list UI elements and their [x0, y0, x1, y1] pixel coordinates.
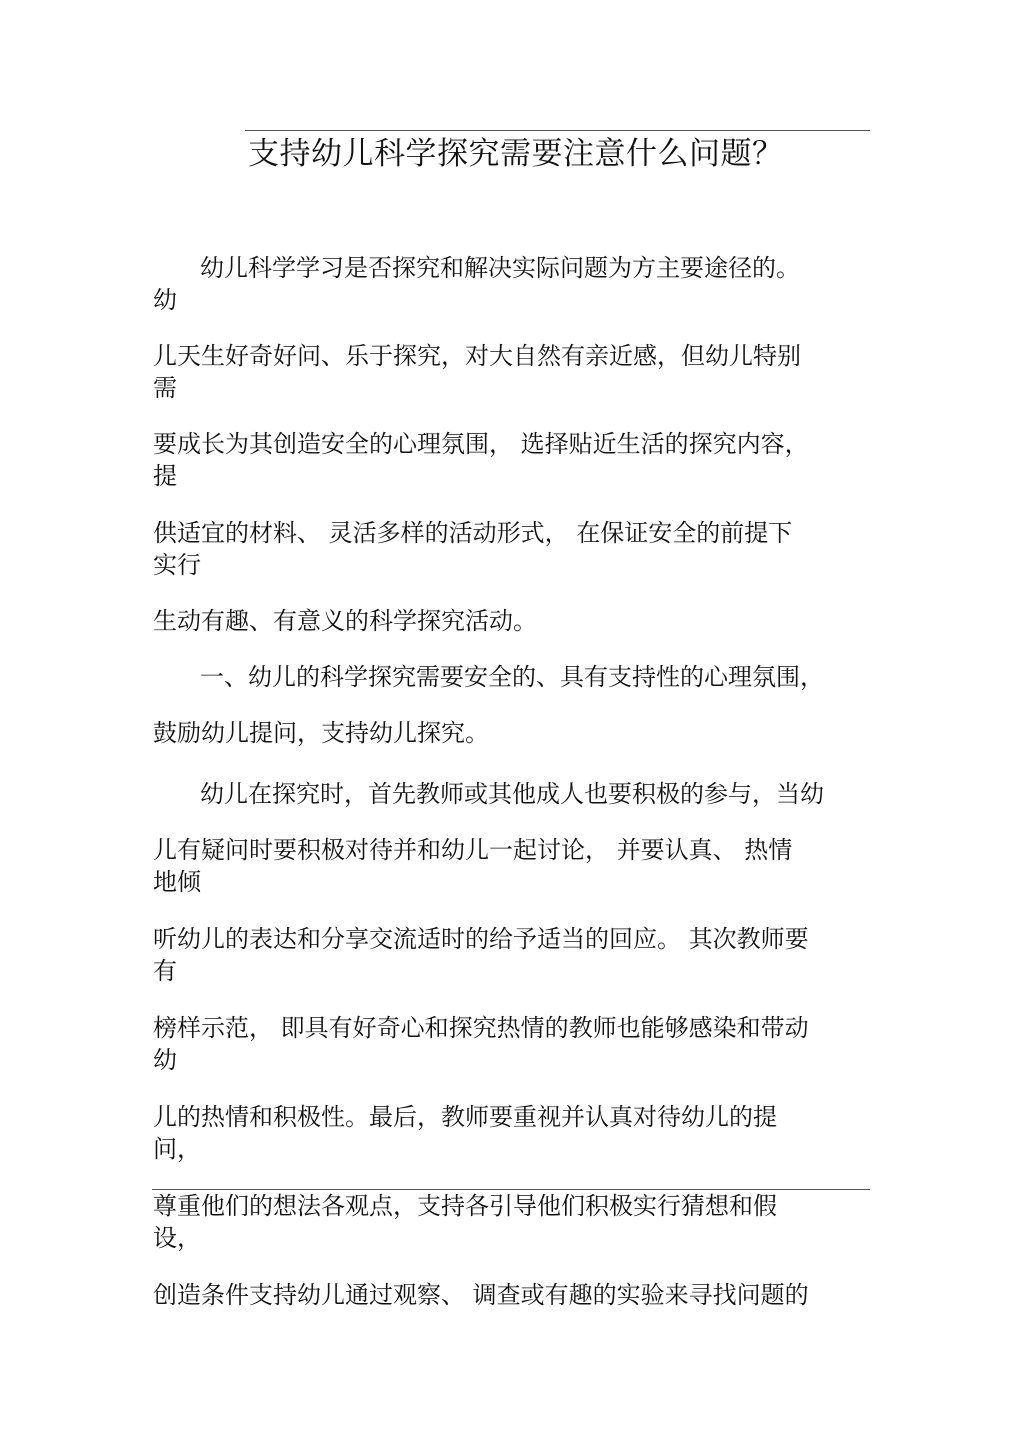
paragraph-line: 生动有趣、有意义的科学探究活动。 [153, 607, 537, 635]
paragraph-line: 幼 [153, 286, 177, 314]
paragraph-line: 儿有疑问时要积极对待并和幼儿一起讨论， 并要认真、 热情 [153, 836, 793, 864]
paragraph-line: 幼儿在探究时，首先教师或其他成人也要积极的参与，当幼 [200, 780, 824, 808]
paragraph-line: 有 [153, 957, 177, 985]
paragraph-line: 儿天生好奇好问、乐于探究，对大自然有亲近感，但幼儿特别 [153, 342, 801, 370]
paragraph-line: 设， [153, 1224, 201, 1252]
section-heading-cont: 鼓励幼儿提问，支持幼儿探究。 [153, 719, 489, 747]
paragraph-line: 供适宜的材料、 灵活多样的活动形式， 在保证安全的前提下 [153, 519, 793, 547]
paragraph-line: 幼 [153, 1046, 177, 1074]
paragraph-line: 实行 [153, 551, 201, 579]
paragraph-line: 儿的热情和积极性。最后，教师要重视并认真对待幼儿的提 [153, 1103, 777, 1131]
paragraph-line: 榜样示范， 即具有好奇心和探究热情的教师也能够感染和带动 [153, 1014, 809, 1042]
paragraph-line: 创造条件支持幼儿通过观察、 调查或有趣的实验来寻找问题的 [153, 1281, 809, 1309]
paragraph-line: 问， [153, 1135, 201, 1163]
paragraph-line: 要成长为其创造安全的心理氛围， 选择贴近生活的探究内容， [153, 430, 809, 458]
paragraph-line: 提 [153, 462, 177, 490]
paragraph-line: 需 [153, 374, 177, 402]
header-rule [245, 130, 870, 131]
document-title: 支持幼儿科学探究需要注意什么问题？ [248, 136, 784, 172]
paragraph-line: 幼儿科学学习是否探究和解决实际问题为方主要途径的。 [200, 254, 800, 282]
section-heading: 一、幼儿的科学探究需要安全的、具有支持性的心理氛围， [200, 663, 824, 691]
paragraph-line: 地倾 [153, 868, 201, 896]
paragraph-line: 听幼儿的表达和分享交流适时的给予适当的回应。 其次教师要 [153, 925, 809, 953]
paragraph-line: 尊重他们的想法各观点，支持各引导他们积极实行猜想和假 [153, 1192, 777, 1220]
